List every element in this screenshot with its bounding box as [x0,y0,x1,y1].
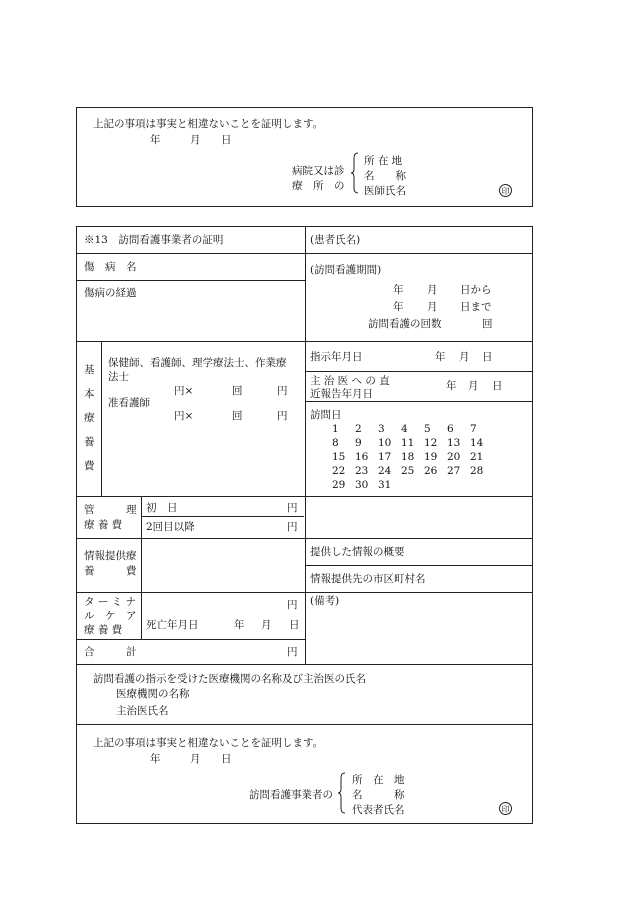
second-day-label: 2回目以降 [146,521,195,533]
column-divider [141,497,142,639]
visit-day-cell: 14 [470,437,484,449]
visit-day-cell: 24 [378,465,392,477]
terminal-care-label: タ ー ミ ナ [84,596,137,608]
death-month: 月 [261,619,272,631]
visit-day-cell: 20 [447,451,461,463]
visit-count-unit: 回 [482,318,493,330]
visit-day-cell: 29 [332,479,346,491]
basic-fee-label-char: 療 [84,412,95,424]
death-date-label: 死亡年月日 [146,619,199,631]
visit-day-cell: 27 [447,465,461,477]
nurse-type-label: 保健師、看護師、理学療法士、作業療 [108,357,287,369]
visit-period-label: (訪問看護期間) [310,264,382,276]
info-fee-label: 情報提供療 [84,550,137,562]
period-from-day: 日から [460,284,492,296]
total-yen: 円 [287,646,298,658]
top-cert-issuer-line1: 病院又は診 [292,165,345,177]
management-fee-label: 管 理 [84,504,137,516]
visit-day-cell: 9 [355,437,362,449]
report-day: 日 [492,380,503,392]
bottom-cert-day: 日 [221,753,232,765]
seal-icon: 印 [499,184,512,197]
nurse-yen: 円 [277,385,288,397]
second-day-yen: 円 [287,521,298,533]
visit-day-cell: 15 [332,451,346,463]
basic-fee-label-char: 本 [84,388,95,400]
top-cert-day: 日 [221,134,232,146]
terminal-care-label-2: ル ケ ア [84,610,137,622]
visit-day-cell: 25 [401,465,415,477]
instructing-org-label: 訪問看護の指示を受けた医療機関の名称及び主治医の氏名 [93,673,366,685]
report-year: 年 [446,380,457,392]
total-label: 合 計 [84,646,137,658]
physician-name-label: 主治医氏名 [116,705,169,717]
brace-icon [351,152,359,194]
bottom-cert-name-label: 名 称 [352,789,405,801]
nurse-yen-times: 円× [174,385,194,397]
assist-yen-times: 円× [174,410,194,422]
instruction-date-label: 指示年月日 [310,351,363,363]
first-day-yen: 円 [287,502,298,514]
bottom-cert-year: 年 [150,753,161,765]
visit-day-cell: 4 [401,423,408,435]
visit-day-cell: 17 [378,451,392,463]
assist-yen: 円 [277,410,288,422]
instruction-day: 日 [482,351,493,363]
visit-day-cell: 21 [470,451,484,463]
management-fee-label-cont: 療 養 費 [84,519,123,531]
row-divider [77,280,305,281]
info-summary-label: 提供した情報の概要 [310,546,405,558]
basic-fee-label-char: 基 [84,364,95,376]
visit-count-label: 訪問看護の回数 [368,318,442,330]
row-divider [305,565,532,566]
nurse-times-unit: 回 [232,385,243,397]
top-cert-address-label: 所 在 地 [364,155,403,167]
disease-name-label: 傷 病 名 [84,261,137,273]
info-fee-label-cont: 養 費 [84,565,137,577]
seal-icon: 印 [499,802,512,815]
report-month: 月 [468,380,479,392]
visit-day-cell: 26 [424,465,438,477]
period-to-day: 日まで [460,301,492,313]
visit-day-cell: 10 [378,437,392,449]
patient-name-label: (患者氏名) [310,234,361,246]
period-to-month: 月 [427,301,438,313]
visit-day-cell: 28 [470,465,484,477]
first-day-label: 初 日 [146,502,178,514]
top-cert-name-label: 名 称 [364,170,406,182]
period-to-year: 年 [393,301,404,313]
visit-day-cell: 2 [355,423,362,435]
bottom-cert-address-label: 所 在 地 [352,774,405,786]
visit-day-cell: 11 [401,437,415,449]
remarks-label: (備考) [310,595,340,607]
terminal-care-label-3: 療 養 費 [84,624,123,636]
visit-day-cell: 22 [332,465,346,477]
brace-icon [338,772,346,814]
row-divider [77,724,532,725]
bottom-cert-month: 月 [190,753,201,765]
row-divider [141,516,304,517]
visit-day-cell: 13 [447,437,461,449]
instruction-year: 年 [435,351,446,363]
visit-days-grid [332,423,493,492]
basic-fee-label-char: 費 [84,460,95,472]
top-cert-statement: 上記の事項は事実と相違ないことを証明します。 [93,118,324,130]
medical-org-name-label: 医療機関の名称 [116,688,190,700]
row-divider [77,664,532,665]
assistant-nurse-label: 准看護師 [108,397,150,409]
terminal-yen: 円 [287,599,298,611]
visit-day-cell: 1 [332,423,339,435]
column-divider [305,227,306,664]
assist-times-unit: 回 [232,410,243,422]
disease-course-label: 傷病の経過 [84,287,137,299]
bottom-cert-rep-label: 代表者氏名 [352,804,405,816]
row-divider [305,401,532,402]
top-cert-year: 年 [150,134,161,146]
visit-day-cell: 30 [355,479,369,491]
top-cert-month: 月 [190,134,201,146]
report-date-label: 主 治 医 へ の 直 [310,375,390,387]
basic-fee-label-char: 養 [84,436,95,448]
instruction-month: 月 [459,351,470,363]
visit-day-cell: 19 [424,451,438,463]
top-cert-issuer-line2: 療 所 の [292,180,345,192]
bottom-cert-statement: 上記の事項は事実と相違ないことを証明します。 [93,737,324,749]
visit-day-cell: 6 [447,423,454,435]
bottom-cert-issuer: 訪問看護事業者の [249,789,333,801]
visit-day-cell: 31 [378,479,392,491]
nurse-type-label-cont: 法士 [108,371,129,383]
info-destination-label: 情報提供先の市区町村名 [310,573,426,585]
death-day: 日 [289,619,300,631]
visit-day-cell: 18 [401,451,415,463]
row-divider [77,639,305,640]
visit-days-label: 訪問日 [310,409,342,421]
visit-day-cell: 16 [355,451,369,463]
period-from-month: 月 [427,284,438,296]
visit-day-cell: 5 [424,423,431,435]
visit-day-cell: 12 [424,437,438,449]
column-divider [101,342,102,496]
top-cert-doctor-label: 医師氏名 [364,185,406,197]
visit-day-cell: 23 [355,465,369,477]
report-date-label-cont: 近報告年月日 [310,388,373,400]
period-from-year: 年 [393,284,404,296]
visit-day-cell: 8 [332,437,339,449]
row-divider [305,371,532,372]
form-title: ※13 訪問看護事業者の証明 [84,234,224,246]
visit-day-cell: 3 [378,423,385,435]
death-year: 年 [234,619,245,631]
visit-day-cell: 7 [470,423,477,435]
